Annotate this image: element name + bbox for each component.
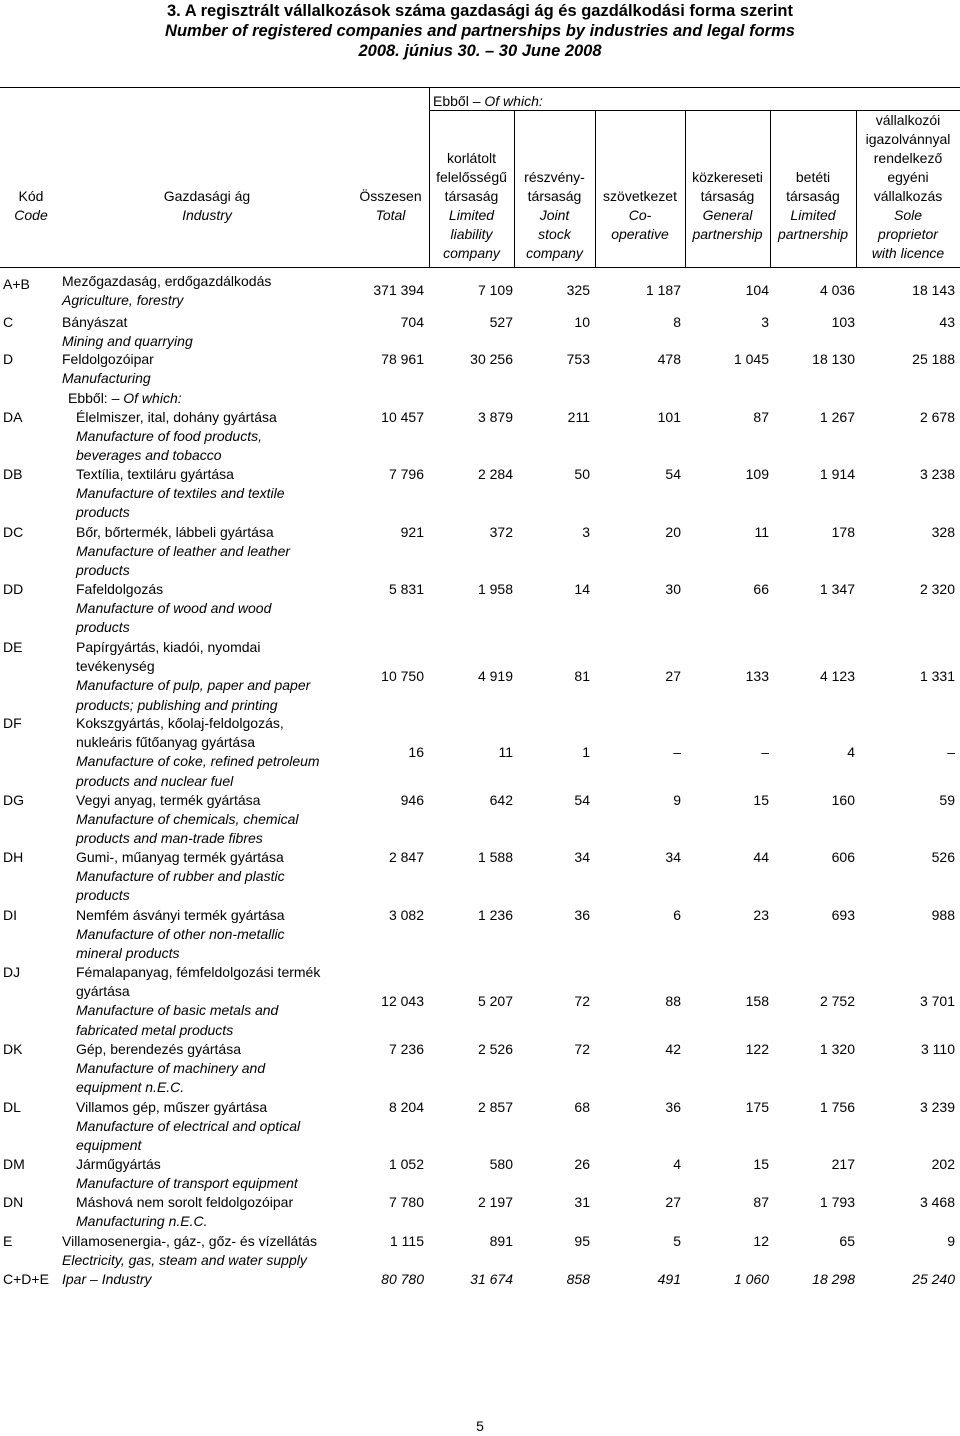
row-value: 12 <box>753 1233 769 1249</box>
row-label-hu: Papírgyártás, kiadói, nyomdai <box>76 639 261 655</box>
row-value: 3 082 <box>388 907 424 923</box>
header-total: Összesen Total <box>359 188 422 223</box>
row-value: 72 <box>574 1041 590 1057</box>
row-value: 2 197 <box>477 1194 513 1210</box>
row-value: 88 <box>665 993 681 1009</box>
row-value: 109 <box>745 466 769 482</box>
row-value: 87 <box>753 409 769 425</box>
row-label-hu: Gumi-, műanyag termék gyártása <box>76 849 284 865</box>
row-label-en: Manufacture of coke, refined petroleum <box>76 753 320 769</box>
row-label-en: products; publishing and printing <box>76 697 278 713</box>
row-label-en: Manufacture of leather and leather <box>76 543 291 559</box>
row-value: 44 <box>753 849 769 865</box>
row-label-hu: Vegyi anyag, termék gyártása <box>76 792 261 808</box>
row-code: DN <box>3 1194 24 1210</box>
row-label-hu: Fafeldolgozás <box>76 581 164 597</box>
row-value: 693 <box>831 907 855 923</box>
row-value: 133 <box>745 668 769 684</box>
row-value: 81 <box>574 668 590 684</box>
row-code: DB <box>3 466 23 482</box>
row-value: 1 331 <box>919 668 955 684</box>
row-value: 1 <box>582 744 590 760</box>
header-col-coop: szövetkezet Co- operative <box>603 188 677 242</box>
row-value: 946 <box>400 792 424 808</box>
row-label-hu: Máshová nem sorolt feldolgozóipar <box>76 1194 294 1210</box>
row-value: 491 <box>657 1271 681 1287</box>
row-value: 6 <box>673 907 681 923</box>
row-code: D <box>3 351 14 367</box>
row-value: 3 <box>761 314 769 330</box>
row-value: 3 110 <box>921 1041 955 1057</box>
row-value: 87 <box>753 1194 769 1210</box>
row-value: – <box>673 744 681 760</box>
row-code: DK <box>3 1041 23 1057</box>
row-label-hu: Bányászat <box>62 314 128 330</box>
row-value: 42 <box>665 1041 681 1057</box>
row-value: 921 <box>400 524 424 540</box>
row-value: 202 <box>931 1156 955 1172</box>
row-value: 31 <box>574 1194 590 1210</box>
row-label-en: Manufacturing n.E.C. <box>76 1213 208 1229</box>
row-code: DA <box>3 409 23 425</box>
row-code: DM <box>3 1156 25 1172</box>
row-code: DE <box>3 639 23 655</box>
row-label-en: products and man-trade fibres <box>76 830 263 846</box>
row-code: DI <box>3 907 17 923</box>
row-code: DF <box>3 715 22 731</box>
row-value: 34 <box>665 849 681 865</box>
row-value: 1 187 <box>645 282 681 298</box>
row-value: 36 <box>665 1099 681 1115</box>
row-value: 10 <box>574 314 590 330</box>
row-value: 18 143 <box>912 282 955 298</box>
row-value: 36 <box>574 907 590 923</box>
row-label-en: Manufacture of transport equipment <box>76 1175 298 1191</box>
row-label-en: Manufacture of pulp, paper and paper <box>76 677 311 693</box>
row-value: – <box>947 744 955 760</box>
row-label-en: Manufacture of rubber and plastic <box>76 868 285 884</box>
row-value: 2 678 <box>919 409 955 425</box>
row-value: 78 961 <box>381 351 424 367</box>
row-value: 7 109 <box>477 282 513 298</box>
row-value: 10 750 <box>381 668 424 684</box>
row-value: 54 <box>665 466 681 482</box>
row-label-hu: Mezőgazdaság, erdőgazdálkodás <box>62 273 272 289</box>
row-value: 2 752 <box>819 993 855 1009</box>
row-label-hu: Ipar – Industry <box>62 1271 152 1287</box>
title-en: Number of registered companies and partnerships by industries and legal forms <box>165 22 795 40</box>
row-label-en: products <box>76 887 130 903</box>
row-value: 2 320 <box>919 581 955 597</box>
row-value: 23 <box>753 907 769 923</box>
row-value: 95 <box>574 1233 590 1249</box>
row-value: 988 <box>931 907 955 923</box>
row-value: 3 238 <box>919 466 955 482</box>
row-label-hu: nukleáris fűtőanyag gyártása <box>76 734 255 750</box>
row-label-en: Manufacture of electrical and optical <box>76 1118 301 1134</box>
header-col-llc: korlátolt felelősségű társaság Limited liability company <box>436 150 507 261</box>
row-value: 4 123 <box>819 668 855 684</box>
row-value: 3 <box>582 524 590 540</box>
row-value: 2 857 <box>477 1099 513 1115</box>
row-value: 31 674 <box>470 1271 513 1287</box>
row-value: 527 <box>489 314 513 330</box>
row-value: 1 320 <box>819 1041 855 1057</box>
title-date: 2008. június 30. – 30 June 2008 <box>358 42 602 60</box>
row-label-hu: Villamos gép, műszer gyártása <box>76 1099 268 1115</box>
row-value: 7 796 <box>388 466 424 482</box>
row-value: 211 <box>567 409 590 425</box>
row-label-hu: Járműgyártás <box>76 1156 161 1172</box>
row-value: 1 052 <box>388 1156 424 1172</box>
row-value: 5 207 <box>477 993 513 1009</box>
row-value: 80 780 <box>381 1271 424 1287</box>
row-value: – <box>761 744 769 760</box>
row-value: 1 793 <box>819 1194 855 1210</box>
row-code: C <box>3 314 14 330</box>
row-value: 1 588 <box>477 849 513 865</box>
row-code: DG <box>3 792 24 808</box>
row-label-hu: Feldolgozóipar <box>62 351 154 367</box>
row-value: 34 <box>574 849 590 865</box>
row-value: 1 045 <box>733 351 769 367</box>
row-label-hu: Fémalapanyag, fémfeldolgozási termék <box>76 964 321 980</box>
row-value: 1 115 <box>390 1233 424 1249</box>
row-value: 175 <box>745 1099 769 1115</box>
row-value: 1 756 <box>819 1099 855 1115</box>
row-label-en: fabricated metal products <box>76 1022 234 1038</box>
row-value: 25 240 <box>912 1271 955 1287</box>
row-code: A+B <box>3 276 30 292</box>
row-label-en: Manufacture of basic metals and <box>76 1002 279 1018</box>
row-label-en: equipment n.E.C. <box>76 1079 185 1095</box>
row-value: 328 <box>931 524 955 540</box>
row-value: 704 <box>400 314 424 330</box>
row-value: 103 <box>831 314 855 330</box>
row-value: 642 <box>489 792 513 808</box>
row-value: 325 <box>566 282 590 298</box>
row-value: 3 468 <box>919 1194 955 1210</box>
row-value: 4 <box>673 1156 681 1172</box>
row-value: 27 <box>665 1194 681 1210</box>
row-value: 580 <box>489 1156 513 1172</box>
row-value: 1 914 <box>819 466 855 482</box>
row-value: 891 <box>489 1233 513 1249</box>
row-label-hu: Gép, berendezés gyártása <box>76 1041 241 1057</box>
row-value: 18 298 <box>812 1271 855 1287</box>
row-value: 25 188 <box>912 351 955 367</box>
row-value: 20 <box>665 524 681 540</box>
row-value: 30 <box>665 581 681 597</box>
row-value: 606 <box>831 849 855 865</box>
header-of-which: Ebből – Of which: <box>433 93 543 109</box>
row-label-en: Manufacture of chemicals, chemical <box>76 811 299 827</box>
row-code: DC <box>3 524 24 540</box>
row-code: C+D+E <box>3 1271 49 1287</box>
row-value: 1 060 <box>733 1271 769 1287</box>
row-label-en: products <box>76 504 130 520</box>
row-value: 9 <box>947 1233 955 1249</box>
row-label-en: beverages and tobacco <box>76 447 222 463</box>
row-value: 101 <box>657 409 681 425</box>
row-label-en: products <box>76 619 130 635</box>
row-value: 4 <box>847 744 855 760</box>
row-code: DH <box>3 849 24 865</box>
row-label-hu: Bőr, bőrtermék, lábbeli gyártása <box>76 524 274 540</box>
row-label-hu: Élelmiszer, ital, dohány gyártása <box>76 409 277 425</box>
header-col-jsc: részvény- társaság Joint stock company <box>524 169 585 261</box>
header-col-sole-proprietor: vállalkozói igazolvánnyal rendelkező egyéni vállalkozás Sole proprietor with licence <box>865 112 951 261</box>
title-hu: 3. A regisztrált vállalkozások száma gazdasági ág és gazdálkodási forma szerint <box>166 2 794 20</box>
row-value: 3 879 <box>477 409 513 425</box>
header-code: Kód Code <box>14 188 48 223</box>
row-value: 7 236 <box>388 1041 424 1057</box>
row-value: 160 <box>831 792 855 808</box>
header-col-limited-partnership: betéti társaság Limited partnership <box>777 169 849 242</box>
row-value: 1 958 <box>477 581 513 597</box>
row-label-en: Manufacture of other non-metallic <box>76 926 285 942</box>
row-value: 65 <box>839 1233 855 1249</box>
row-value: 104 <box>745 282 769 298</box>
row-label-en: Manufacture of machinery and <box>76 1060 266 1076</box>
row-value: 372 <box>489 524 513 540</box>
row-value: 5 <box>673 1233 681 1249</box>
row-label-en: Mining and quarrying <box>62 333 193 349</box>
row-value: 15 <box>753 792 769 808</box>
header-col-general-partnership: közkereseti társaság General partnership <box>692 169 763 242</box>
row-value: 8 <box>673 314 681 330</box>
row-value: 4 919 <box>477 668 513 684</box>
row-value: 18 130 <box>812 351 855 367</box>
row-label-hu: Kokszgyártás, kőolaj-feldolgozás, <box>76 715 284 731</box>
row-value: 26 <box>574 1156 590 1172</box>
header-industry: Gazdasági ág Industry <box>163 188 251 223</box>
row-value: 7 780 <box>388 1194 424 1210</box>
row-value: 1 347 <box>819 581 855 597</box>
row-value: 1 267 <box>819 409 855 425</box>
row-value: 9 <box>673 792 681 808</box>
row-value: 3 239 <box>919 1099 955 1115</box>
row-label-en: Manufacture of food products, <box>76 428 262 444</box>
page-number: 5 <box>476 1418 484 1434</box>
row-label-hu: tevékenység <box>76 658 155 674</box>
row-value: 2 526 <box>477 1041 513 1057</box>
row-value: 858 <box>566 1271 590 1287</box>
row-value: 1 236 <box>477 907 513 923</box>
row-value: 753 <box>566 351 590 367</box>
row-label-en: products <box>76 562 130 578</box>
row-value: 68 <box>574 1099 590 1115</box>
row-value: 478 <box>657 351 681 367</box>
row-code: E <box>3 1233 13 1249</box>
of-which-label: Ebből: – Of which: <box>68 390 182 406</box>
row-label-en: products and nuclear fuel <box>76 773 234 789</box>
row-value: 16 <box>408 744 424 760</box>
row-label-hu: Nemfém ásványi termék gyártása <box>76 907 285 923</box>
row-value: 72 <box>574 993 590 1009</box>
row-value: 158 <box>745 993 769 1009</box>
row-value: 2 847 <box>388 849 424 865</box>
row-value: 526 <box>931 849 955 865</box>
row-label-en: Manufacturing <box>62 370 151 386</box>
row-value: 10 457 <box>381 409 424 425</box>
row-value: 2 284 <box>477 466 513 482</box>
row-value: 30 256 <box>470 351 513 367</box>
header-bottom-rule <box>0 267 960 268</box>
row-value: 11 <box>498 744 513 760</box>
row-code: DJ <box>3 964 21 980</box>
row-value: 27 <box>665 668 681 684</box>
row-value: 11 <box>754 524 769 540</box>
row-value: 5 831 <box>388 581 424 597</box>
row-value: 122 <box>745 1041 769 1057</box>
row-label-en: equipment <box>76 1137 142 1153</box>
row-label-hu: gyártása <box>76 983 130 999</box>
row-value: 371 394 <box>373 282 424 298</box>
row-label-en: mineral products <box>76 945 180 961</box>
row-value: 43 <box>939 314 955 330</box>
row-label-en: Agriculture, forestry <box>62 292 184 308</box>
row-code: DD <box>3 581 24 597</box>
row-value: 4 036 <box>819 282 855 298</box>
row-label-en: Manufacture of textiles and textile <box>76 485 285 501</box>
row-value: 59 <box>939 792 955 808</box>
row-code: DL <box>3 1099 21 1115</box>
row-label-hu: Villamosenergia-, gáz-, gőz- és vízellátás <box>62 1233 317 1249</box>
row-label-en: Manufacture of wood and wood <box>76 600 272 616</box>
row-value: 217 <box>831 1156 855 1172</box>
row-value: 54 <box>574 792 590 808</box>
row-value: 14 <box>574 581 590 597</box>
row-value: 3 701 <box>919 993 955 1009</box>
row-value: 15 <box>753 1156 769 1172</box>
row-value: 178 <box>831 524 855 540</box>
row-value: 50 <box>574 466 590 482</box>
header-top-rule <box>0 87 960 88</box>
row-value: 8 204 <box>388 1099 424 1115</box>
row-label-en: Electricity, gas, steam and water supply <box>62 1252 307 1268</box>
row-value: 66 <box>753 581 769 597</box>
row-value: 12 043 <box>381 993 424 1009</box>
row-label-hu: Textília, textiláru gyártása <box>76 466 234 482</box>
